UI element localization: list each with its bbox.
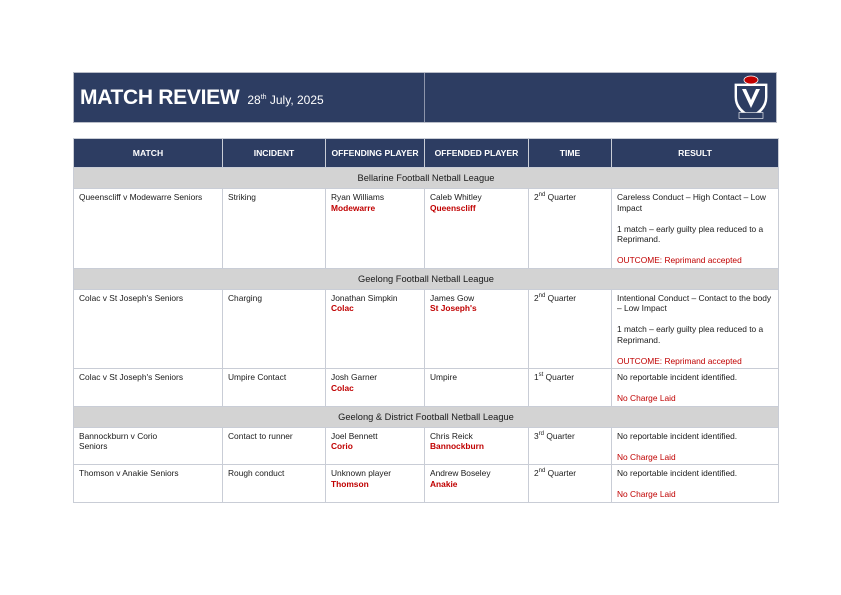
league-name: Geelong & District Football Netball League: [74, 406, 779, 427]
table-row: [74, 369, 779, 407]
result-text: No reportable incident identified.: [617, 372, 738, 382]
offended-player-name: Andrew Boseley: [430, 468, 491, 478]
offended-player-cell: [425, 369, 529, 407]
result-text: 1 match – early guilty plea reduced to a Reprimand.: [617, 324, 764, 345]
time-cell: [529, 289, 612, 369]
league-row: [74, 268, 779, 289]
quarter-suffix: rd: [538, 430, 545, 437]
offending-player-cell: [326, 189, 425, 269]
result-text: No reportable incident identified.: [617, 468, 738, 478]
offended-player-cell: [425, 427, 529, 465]
quarter-suffix: nd: [538, 192, 546, 198]
quarter-suffix: st: [538, 372, 544, 378]
incident-cell: Contact to runner: [223, 427, 326, 465]
incident-cell: Umpire Contact: [223, 369, 326, 407]
offending-team: Corio: [331, 441, 353, 451]
quarter-number: 2: [534, 468, 539, 478]
header-row: [74, 139, 779, 168]
match-review-table: [73, 138, 779, 503]
offending-player-cell: [326, 465, 425, 503]
offending-player-name: Ryan Williams: [331, 192, 385, 202]
result-outcome: OUTCOME: Reprimand accepted: [617, 255, 742, 265]
incident-cell: Rough conduct: [223, 465, 326, 503]
league-row: [74, 168, 779, 189]
result-outcome: OUTCOME: Reprimand accepted: [617, 355, 742, 366]
offended-team: Bannockburn: [430, 441, 484, 451]
result-outcome: No Charge Laid: [617, 393, 676, 403]
offending-team: Modewarre: [331, 202, 376, 213]
offended-team: St Joseph's: [430, 303, 477, 313]
result-cell: [612, 427, 779, 465]
logo-bottom-text: [425, 73, 426, 74]
offending-player-cell: [326, 427, 425, 465]
quarter-label: Quarter: [545, 192, 577, 202]
offended-player-name: James Gow: [430, 292, 475, 303]
table-row: [74, 465, 779, 503]
date-rest: July, 2025: [266, 92, 324, 107]
offended-player-name: Chris Reick: [430, 430, 473, 441]
quarter-number: 2: [534, 192, 539, 202]
logo-block: [425, 73, 776, 122]
column-header-time: TIME: [529, 139, 612, 168]
column-header-result: RESULT: [612, 139, 779, 168]
time-cell: [529, 465, 612, 503]
quarter-number: 2: [534, 292, 539, 303]
offending-player-name: Jonathan Simpkin: [331, 292, 398, 303]
offending-team: Colac: [331, 382, 354, 393]
incident-cell: Charging: [223, 289, 326, 369]
quarter-number: 1: [534, 372, 539, 382]
time-cell: [529, 369, 612, 407]
offended-team: Queenscliff: [430, 202, 476, 213]
quarter-label: Quarter: [545, 292, 577, 303]
afl-victoria-logo-icon: [730, 75, 772, 121]
result-text: No reportable incident identified.: [617, 430, 738, 441]
offending-team: Colac: [331, 303, 354, 313]
offended-player-name: Umpire: [430, 372, 457, 382]
header-banner: [73, 72, 777, 123]
result-text: 1 match – early guilty plea reduced to a Reprimand.: [617, 223, 764, 244]
offending-player-cell: [326, 289, 425, 369]
time-cell: [529, 427, 612, 465]
result-cell: [612, 369, 779, 407]
title-block: [74, 73, 425, 122]
offended-player-name: Caleb Whitley: [430, 192, 482, 202]
quarter-label: Quarter: [545, 468, 577, 478]
result-outcome: No Charge Laid: [617, 451, 676, 462]
column-header-match: MATCH: [74, 139, 223, 168]
match-cell: Queenscliff v Modewarre Seniors: [74, 189, 223, 269]
column-header-offending-player: OFFENDING PLAYER: [326, 139, 425, 168]
offended-player-cell: [425, 289, 529, 369]
review-date: [247, 93, 323, 107]
result-outcome: No Charge Laid: [617, 489, 676, 499]
column-header-incident: INCIDENT: [223, 139, 326, 168]
quarter-suffix: nd: [538, 468, 546, 474]
offending-player-name: Joel Bennett: [331, 430, 378, 441]
quarter-number: 3: [534, 430, 539, 441]
quarter-suffix: nd: [538, 292, 546, 299]
date-suffix: th: [260, 93, 267, 101]
match-cell: Thomson v Anakie Seniors: [74, 465, 223, 503]
offending-team: Thomson: [331, 478, 369, 489]
quarter-label: Quarter: [544, 430, 575, 441]
offending-player-cell: [326, 369, 425, 407]
offended-player-cell: [425, 189, 529, 269]
time-cell: [529, 189, 612, 269]
table-row: [74, 289, 779, 369]
result-cell: [612, 189, 779, 269]
result-cell: [612, 289, 779, 369]
league-name: Geelong Football Netball League: [74, 268, 779, 289]
column-header-offended-player: OFFENDED PLAYER: [425, 139, 529, 168]
date-day: 28: [247, 92, 261, 107]
offending-player-name: Unknown player: [331, 468, 392, 478]
offended-player-cell: [425, 465, 529, 503]
league-name: Bellarine Football Netball League: [74, 168, 779, 189]
offended-team: Anakie: [430, 478, 458, 489]
league-row: [74, 406, 779, 427]
page-title: MATCH REVIEW: [80, 85, 240, 109]
table-row: [74, 189, 779, 269]
incident-cell: Striking: [223, 189, 326, 269]
result-text: Intentional Conduct – Contact to the body – Low Impact: [617, 292, 772, 313]
match-cell: Colac v St Joseph's Seniors: [74, 289, 223, 369]
result-cell: [612, 465, 779, 503]
offending-player-name: Josh Garner: [331, 372, 378, 382]
quarter-label: Quarter: [543, 372, 575, 382]
table-row: [74, 427, 779, 465]
match-cell: Colac v St Joseph's Seniors: [74, 369, 223, 407]
logo-top-text: [425, 73, 426, 74]
match-cell: Bannockburn v Corio Seniors: [74, 427, 223, 465]
result-text: Careless Conduct – High Contact – Low Impact: [617, 192, 766, 213]
